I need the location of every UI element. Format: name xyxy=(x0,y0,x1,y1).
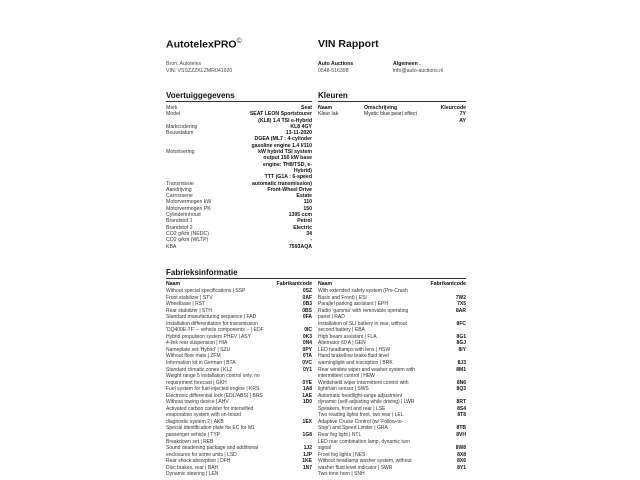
factory-option-code: 0N4 xyxy=(302,340,312,347)
colors-col-code: Kleurcode xyxy=(440,105,466,111)
vehicle-divider xyxy=(166,101,312,102)
factory-option-code: 8G1 xyxy=(456,333,466,340)
factory-option-name: second battery | EBA xyxy=(318,327,365,334)
factory-option-code: 0B3 xyxy=(302,301,312,308)
vehicle-field-value: Petrol xyxy=(297,218,312,225)
vehicle-field-value: - xyxy=(310,237,312,244)
contact-phone: 0548-516398 xyxy=(318,67,349,74)
factory-option-code: 0TA xyxy=(302,353,312,360)
colors-col-desc: Omschrijving xyxy=(364,105,398,111)
factory-option-name: Information kit in German | BTA xyxy=(166,360,236,367)
vehicle-field-value: 110 xyxy=(303,199,312,206)
factory-code-row xyxy=(166,471,312,478)
factory-divider xyxy=(166,278,466,279)
factory-option-code: 8Y1 xyxy=(457,464,466,471)
vehicle-field-value: 13-11-2020 xyxy=(285,130,312,137)
factory-option-name: signal xyxy=(318,445,332,452)
factory-option-name: Weight range 5 installation control only, no xyxy=(166,373,260,380)
factory-option-code: 8N6 xyxy=(456,379,466,386)
vehicle-field-value: gasoline engine 1.4 l/110 xyxy=(251,142,312,149)
factory-option-code: 8RT xyxy=(456,399,466,406)
factory-option-name: With extended safety system (Pre-Crash xyxy=(318,288,408,294)
factory-option-name: Front stabilizer | STV xyxy=(166,294,213,301)
factory-option-name: Activated carbon canister for intensified xyxy=(166,405,254,412)
color-desc: Mystic blue pearl effect xyxy=(364,111,417,118)
colors-section-title: Kleuren xyxy=(318,91,348,100)
factory-option-name: dynamic (self-adjusting while driving) | LWR xyxy=(318,399,415,406)
factory-option-name: requirement forecast | GKH xyxy=(166,379,227,386)
factory-option-code: 8S4 xyxy=(457,405,466,412)
vehicle-field-label: CO2 g/km (WLTP) xyxy=(166,237,209,244)
factory-option-name: diagnostic system 2 | AKB xyxy=(166,418,224,425)
vehicle-field-value: 150 xyxy=(303,205,312,212)
factory-option-code: 0K3 xyxy=(302,333,312,340)
factory-option-name: Stop') and Speed Limiter | GRA xyxy=(318,425,388,432)
factory-option-name: Rear stabilizer | STH xyxy=(166,307,213,314)
factory-option-name: panel | RAD xyxy=(318,314,345,321)
general-label: Algemeen . xyxy=(393,61,421,67)
vehicle-field-value: Estate xyxy=(296,193,312,200)
factory-right-list xyxy=(318,288,466,478)
vehicle-field-value: output 150 kW base xyxy=(263,155,312,162)
factory-option-code: 0YE xyxy=(302,379,312,386)
factory-option-code: 8X6 xyxy=(457,458,466,465)
factory-section-title: Fabrieksinformatie xyxy=(166,268,238,277)
vehicle-field-value: TTT (G1A : 6-speed xyxy=(264,174,312,181)
vin-label: VIN: VSSZZZKLZMR041920 xyxy=(166,67,233,74)
vehicle-field-label: Cylinderinhoud xyxy=(166,212,201,219)
vehicle-field-value: SEAT LEON Sportstourer xyxy=(249,111,312,118)
factory-option-code: 0SZ xyxy=(302,288,312,294)
factory-option-name: evaporation system with on-board xyxy=(166,412,242,419)
vehicle-row xyxy=(166,244,312,250)
color-row xyxy=(318,118,466,124)
factory-option-code xyxy=(446,471,466,478)
factory-option-name: intermittent control | HEW xyxy=(318,373,375,380)
factory-option-code: 8X8 xyxy=(457,451,466,458)
source-label: Bron: Autotelex xyxy=(166,61,202,67)
factory-option-code: 8FC xyxy=(456,320,466,327)
color-name: Kleur lak xyxy=(318,111,339,118)
factory-option-name: Nameplate set 'Hybrid' | SZU xyxy=(166,346,231,353)
factory-option-name: Alternator 60 A | GEN xyxy=(318,340,366,347)
factory-option-code: 1N7 xyxy=(302,464,312,471)
factory-option-code: 1EX xyxy=(302,418,312,425)
factory-option-code: 0IC xyxy=(304,327,312,334)
factory-option-name: Windshield wiper intermittent control with xyxy=(318,379,409,386)
factory-option-name: warninglight and inscription | BRK xyxy=(318,360,393,367)
factory-option-name: Without floor mats | ZFM xyxy=(166,353,221,360)
factory-option-code: 0VC xyxy=(302,360,312,367)
source-info xyxy=(166,61,232,74)
factory-option-code: 0PY xyxy=(302,346,312,353)
brand-title: AutotelexPRO© xyxy=(166,38,242,51)
vehicle-field-value: DGEA (ML7 : 4-cylinder xyxy=(254,136,312,143)
factory-code-row xyxy=(318,471,466,478)
factory-option-name: Breakdown set | REB xyxy=(166,438,214,445)
factory-option-name: Basic and Front) | ESI xyxy=(318,294,367,301)
vehicle-field-label: Model xyxy=(166,111,181,118)
factory-option-name: Installation of SLI battery in rear, without xyxy=(318,320,407,327)
vehicle-field-value: 7593AQA xyxy=(288,243,312,250)
factory-option-name: Hand brake/low brake fluid level xyxy=(318,353,389,360)
vehicle-field-label: CO2 g/km (NEDC) xyxy=(166,230,209,237)
vehicle-field-label: Brandstof 2 xyxy=(166,224,193,231)
factory-option-code: 8IY xyxy=(458,346,466,353)
vehicle-field-value: Electric xyxy=(293,224,312,231)
factory-option-name: passenger vehicle | TYP xyxy=(166,432,221,439)
vehicle-field-label: Bouwdatum xyxy=(166,130,194,137)
vehicle-field-label: KBA xyxy=(166,243,177,250)
factory-option-name: Standard climatic zones | KLZ xyxy=(166,366,233,373)
factory-option-name: LED rear combination lamp, dynamic turn xyxy=(318,438,410,445)
factory-option-name: Rear fog light | NTL xyxy=(318,432,362,439)
factory-option-name: Dynamic steering | LEN xyxy=(166,471,219,478)
factory-option-name: LED headlamps with lens | HSW xyxy=(318,346,391,353)
vehicle-field-value: Seat xyxy=(301,105,312,111)
factory-option-name: Fuel system for fuel-injected engine | KRS xyxy=(166,386,260,393)
factory-option-code: 1J2 xyxy=(303,445,312,452)
contact-name: Auto Auctions xyxy=(318,61,354,67)
factory-option-code: 1G8 xyxy=(302,432,312,439)
factory-option-code: 1D0 xyxy=(302,399,312,406)
factory-option-name: Without towing device | AHV xyxy=(166,399,229,406)
factory-option-code: 1JP xyxy=(303,451,312,458)
colors-table xyxy=(318,105,466,124)
color-code: 7Y xyxy=(459,111,466,118)
factory-option-name: Wheelbase | RST xyxy=(166,301,206,308)
factory-option-name: Electronic differential lock (EDL/ABS) | BRS xyxy=(166,392,263,399)
factory-option-name: Standard manufacturing sequence | FAD xyxy=(166,314,257,321)
vehicle-field-label: Aandrijving xyxy=(166,186,192,193)
factory-option-code: 8VH xyxy=(456,432,466,439)
vehicle-field-label: Motorvermogen PK xyxy=(166,205,211,212)
factory-left-col-name: Naam xyxy=(166,281,181,287)
factory-option-code: 0FA xyxy=(302,314,312,321)
factory-option-code: 8M1 xyxy=(456,366,466,373)
factory-option-code: 0Y1 xyxy=(303,366,312,373)
factory-option-name: washer fluid level indicator | SWR xyxy=(318,464,393,471)
factory-option-code: 1KE xyxy=(302,458,312,465)
factory-option-code xyxy=(292,471,312,478)
factory-option-name: light/rain sensor | SWS xyxy=(318,386,369,393)
vehicle-field-value: kW hybrid TSI system xyxy=(258,149,312,156)
factory-option-code: 7X5 xyxy=(457,301,466,308)
factory-option-code: 7W2 xyxy=(455,294,466,301)
factory-option-name: Installation differentiation for transmission xyxy=(166,320,258,327)
factory-option-code: 8Q3 xyxy=(456,386,466,393)
factory-option-name: Parallel parking assistant | EPH xyxy=(318,301,388,308)
vehicle-field-value: 34 xyxy=(306,230,312,237)
factory-option-name: 4-link rear suspension | HIA xyxy=(166,340,228,347)
factory-option-name: Without headlamp washer system, without xyxy=(318,458,412,465)
vehicle-section-title: Voertuiggegevens xyxy=(166,91,235,100)
vehicle-field-label: Brandstof 1 xyxy=(166,218,193,225)
factory-left-header xyxy=(166,281,312,287)
color-code: AY xyxy=(459,117,466,124)
factory-left-list xyxy=(166,288,312,478)
factory-option-name: Adaptive Cruise Control (w/ 'Follow-to- xyxy=(318,418,404,425)
factory-option-code: 8J3 xyxy=(457,360,466,367)
factory-right-header xyxy=(318,281,466,287)
vehicle-field-label: Markcodering xyxy=(166,123,198,130)
color-name xyxy=(318,118,364,124)
vehicle-field-label: Transmissie xyxy=(166,180,194,187)
factory-option-code: 8W8 xyxy=(455,445,466,452)
factory-right-col-code: Fabrikantcode xyxy=(430,281,466,287)
factory-option-name: Two-tone horn | SNH xyxy=(318,471,365,478)
factory-option-code: 8TB xyxy=(456,425,466,432)
document-title: VIN Rapport xyxy=(318,38,379,50)
factory-option-name: Front fog lights | NES xyxy=(318,451,366,458)
factory-left-col-code: Fabrikantcode xyxy=(276,281,312,287)
factory-option-code: 8GJ xyxy=(456,340,466,347)
factory-option-code: 1AE xyxy=(302,392,312,399)
vehicle-field-value: engine: TH8/TSD, e- xyxy=(263,161,312,168)
factory-option-name: Hybrid propulsion system PHEV | ASY xyxy=(166,333,251,340)
factory-option-code: 0AF xyxy=(302,294,312,301)
factory-right-col-name: Naam xyxy=(318,281,333,287)
factory-option-name: Two reading lights front, two rear | LEL xyxy=(318,412,404,419)
factory-option-name: Radio 'gamma' with removable operating xyxy=(318,307,409,314)
general-info xyxy=(393,61,443,74)
factory-option-name: High beam assistant | FLA xyxy=(318,333,377,340)
factory-option-code: 8T8 xyxy=(457,412,466,419)
factory-option-code: 1A8 xyxy=(302,386,312,393)
factory-option-name: Special identification plate for EC for M1 xyxy=(166,425,255,432)
vehicle-field-label: Motorvermogen kW xyxy=(166,199,212,206)
factory-option-code: 0BS xyxy=(302,307,312,314)
factory-option-name: Rear shock absorption | DFH xyxy=(166,458,231,465)
vehicle-field-value: Hybrid) xyxy=(293,167,312,174)
vehicle-field-value: Front-Wheel Drive xyxy=(267,186,312,193)
factory-option-name: Automatic headlight-range adjustment xyxy=(318,392,403,399)
vehicle-field-label: Merk xyxy=(166,105,178,111)
vehicle-field-value: 1395 ccm xyxy=(288,212,312,219)
vehicle-field-label: Motorisering xyxy=(166,149,195,156)
general-email[interactable]: info@auto-auctions.nl xyxy=(393,67,444,74)
vehicle-table xyxy=(166,105,312,250)
vehicle-field-value: (KL8) 1.4 TSI e-Hybrid xyxy=(258,117,312,124)
factory-option-name: enclosures for some units | LSD xyxy=(166,451,237,458)
factory-option-name: Speakers, front and rear | LSE xyxy=(318,405,386,412)
colors-divider xyxy=(318,101,466,102)
contact-info xyxy=(318,61,353,74)
factory-option-name: Disc brakes, rear | BAH xyxy=(166,464,219,471)
copyright-mark: © xyxy=(236,38,242,45)
color-desc xyxy=(364,118,459,124)
factory-option-name: Without special specifications | SSP xyxy=(166,288,246,294)
factory-option-name: 'DQ400E-7F' -- vehicle components -- | EDF xyxy=(166,327,264,334)
colors-col-name: Naam xyxy=(318,105,333,111)
factory-option-name: Sound deadening package and additional xyxy=(166,445,259,452)
factory-option-code: 8AR xyxy=(455,307,466,314)
vehicle-field-value: automatic transmission) xyxy=(252,180,312,187)
vehicle-field-label: Carrosserie xyxy=(166,193,193,200)
vehicle-field-value: KL8 4GY xyxy=(290,123,312,130)
factory-option-name: Rear window wiper and washer system with xyxy=(318,366,415,373)
